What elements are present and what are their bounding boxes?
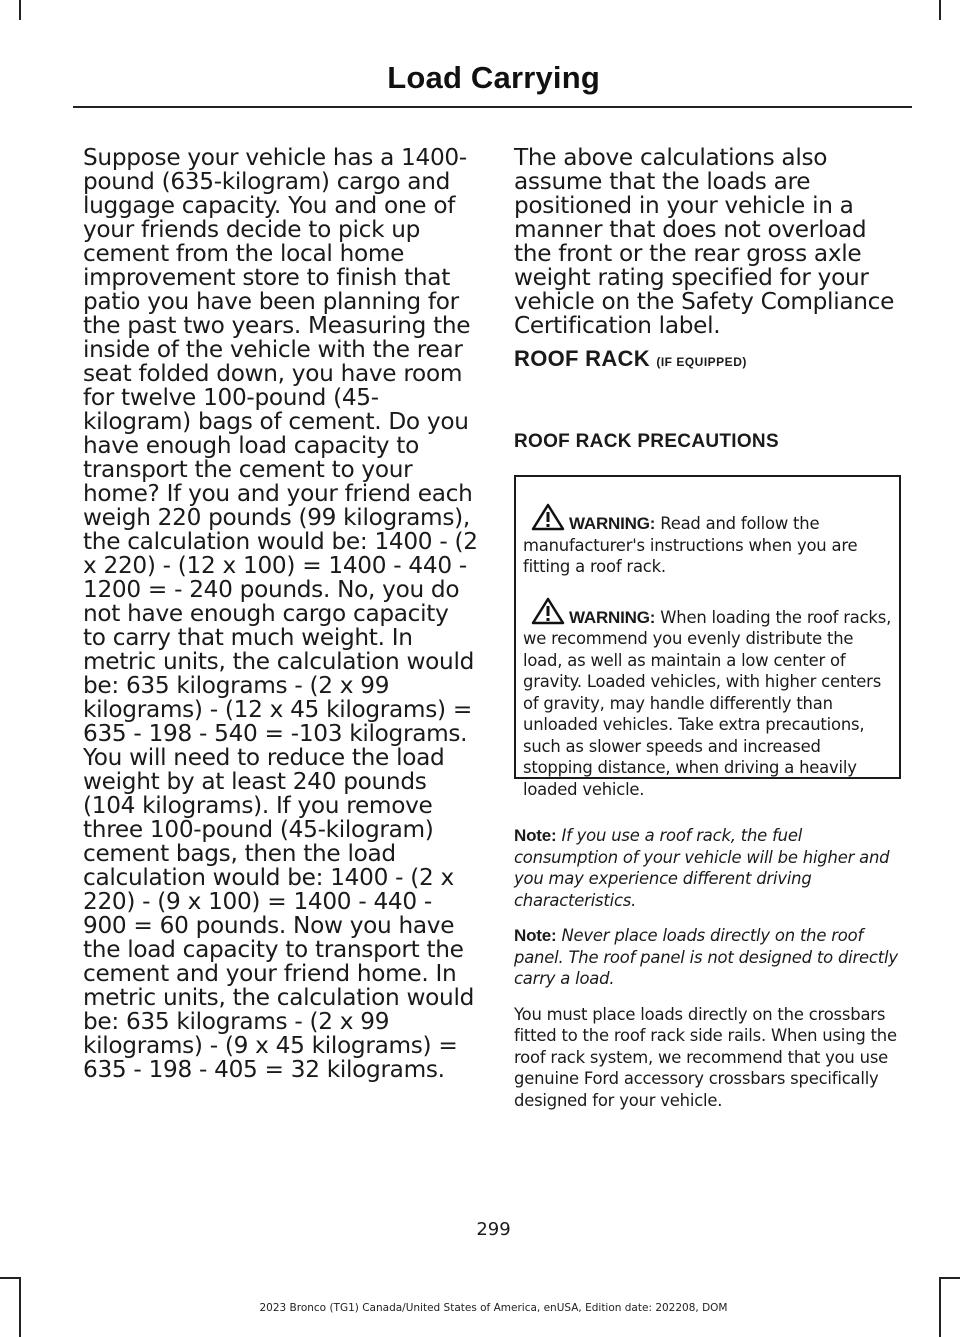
crop-mark-top-right	[939, 0, 941, 20]
warning-item	[523, 597, 892, 801]
right-column	[514, 144, 909, 1110]
note-label: Note:	[514, 826, 557, 845]
section-heading	[514, 346, 747, 372]
left-column	[83, 146, 478, 1082]
subsection-heading: ROOF RACK PRECAUTIONS	[514, 431, 779, 452]
note-item	[514, 925, 909, 990]
note-item	[514, 825, 909, 911]
note-text: If you use a roof rack, the fuel consumption of your vehicle will be higher and you may experience different driving characteristics.	[514, 826, 890, 910]
page-title: Load Carrying	[387, 60, 600, 95]
warning-box	[514, 475, 901, 799]
warning-label: WARNING:	[569, 607, 656, 627]
warning-text: When loading the roof racks, we recommend you evenly distribute the load, as well as maintain a low center of gravity. Loaded vehicles, with higher centers of gravity, may handle differently than unloaded vehicles. Take extra precautions, such as slower speeds and increased stopping distance, when driving a heavily loaded vehicle.	[523, 607, 892, 799]
warning-triangle-icon	[523, 503, 569, 531]
page-number: 299	[476, 1219, 511, 1240]
closing-paragraph: You must place loads directly on the crossbars fitted to the roof rack side rails. When using the roof rack system, we recommend that you use genuine Ford accessory crossbars specifically designed for your vehicle.	[514, 1004, 897, 1110]
note-label: Note:	[514, 926, 557, 945]
crop-mark-bottom-left-h	[0, 1277, 20, 1279]
section-heading-text: ROOF RACK	[514, 346, 650, 371]
crop-mark-bottom-right-h	[940, 1277, 960, 1279]
edition-footer: 2023 Bronco (TG1) Canada/United States of America, enUSA, Edition date: 202208, DOM	[259, 1302, 728, 1314]
warning-text: Read and follow the manufacturer's instructions when you are fitting a roof rack.	[523, 514, 858, 576]
notes-section	[514, 825, 909, 1125]
section-heading-suffix: (IF EQUIPPED)	[656, 355, 747, 369]
warning-triangle-icon	[523, 597, 569, 625]
note-text: Never place loads directly on the roof panel. The roof panel is not designed to directly carry a load.	[514, 926, 898, 988]
intro-paragraph: The above calculations also assume that the loads are positioned in your vehicle in a manner that does not overload the front or the rear gross axle weight rating specified for your vehicle on the Safety Compliance Certification label.	[514, 144, 895, 339]
warning-label: WARNING:	[569, 514, 656, 533]
warning-item	[523, 503, 892, 578]
header-divider	[73, 106, 912, 108]
crop-mark-top-left	[19, 0, 21, 20]
body-paragraph: Suppose your vehicle has a 1400-pound (635-kilogram) cargo and luggage capacity. You and one of your friends decide to pick up cement from the local home improvement store to finish that patio you have been planning for the past two years. Measuring the inside of the vehicle with the rear seat folded down, you have room for twelve 100-pound (45-kilogram) bags of cement. Do you have enough load capacity to transport the cement to your home? If you and your friend each weigh 220 pounds (99 kilograms), the calculation would be: 1400 - (2 x 220) - (12 x 100) = 1400 - 440 - 1200 = - 240 pounds. No, you do not have enough cargo capacity to carry that much weight. In metric units, the calculation would be: 635 kilograms - (2 x 99 kilograms) - (12 x 45 kilograms) = 635 - 198 - 540 = -103 kilograms. You will need to reduce the load weight by at least 240 pounds (104 kilograms). If you remove three 100-pound (45-kilogram) cement bags, then the load calculation would be: 1400 - (2 x 220) - (9 x 100) = 1400 - 440 - 900 = 60 pounds. Now you have the load capacity to transport the cement and your friend home. In metric units, the calculation would be: 635 kilograms - (2 x 99 kilograms) - (9 x 45 kilograms) = 635 - 198 - 405 = 32 kilograms.	[83, 144, 478, 1083]
